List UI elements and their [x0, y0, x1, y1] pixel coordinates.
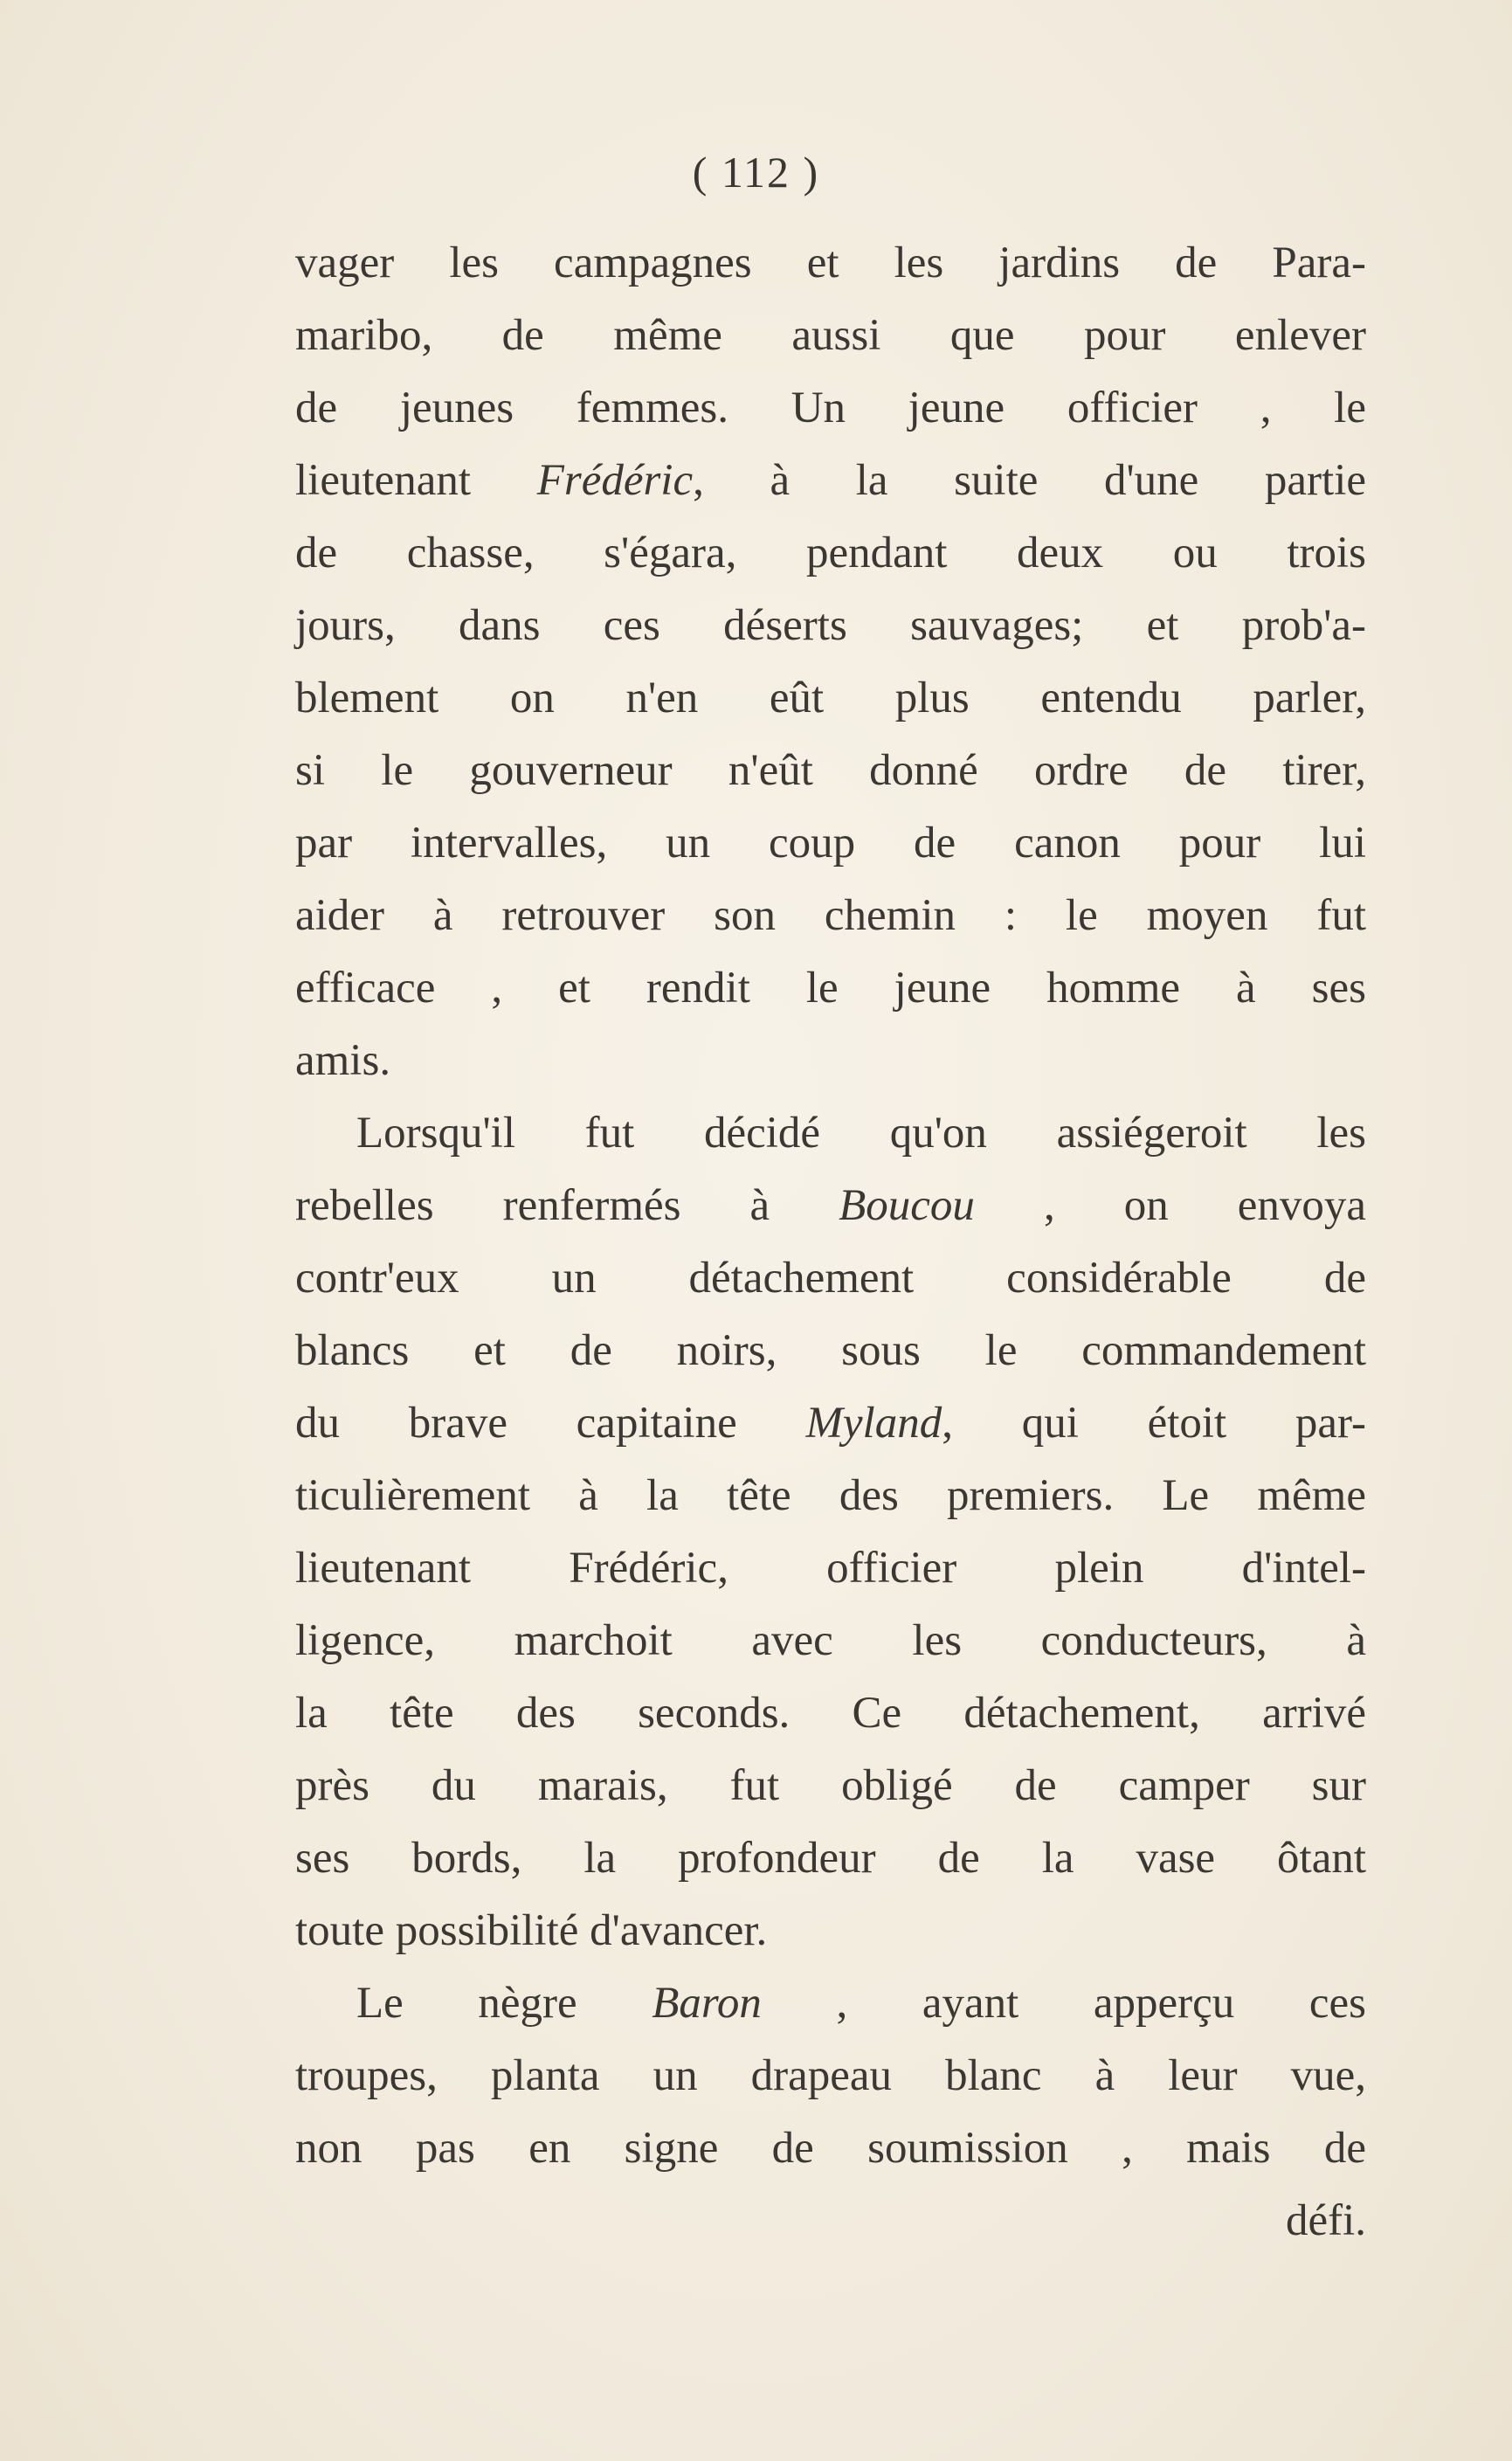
text-run: de jeunes femmes. Un jeune officier , le — [295, 384, 1366, 432]
body-text — [295, 227, 1366, 2257]
text-line — [295, 1532, 1366, 1605]
text-line — [295, 2185, 1366, 2257]
text-line — [295, 1605, 1366, 1677]
text-line — [295, 372, 1366, 445]
text-line — [295, 1822, 1366, 1895]
text-line — [295, 227, 1366, 300]
text-line — [295, 1677, 1366, 1750]
text-run: efficace , et rendit le jeune homme à ses — [295, 964, 1366, 1013]
text-line — [295, 952, 1366, 1025]
text-run: de chasse, s'égara, pendant deux ou trois — [295, 529, 1366, 577]
text-line — [295, 1750, 1366, 1822]
text-line — [295, 300, 1366, 372]
text-run: si le gouverneur n'eût donné ordre de tirer, — [295, 746, 1366, 795]
text-line — [295, 1097, 1366, 1170]
text-run: près du marais, fut obligé de camper sur — [295, 1761, 1366, 1810]
text-run: , on envoya — [974, 1181, 1366, 1230]
text-run: lieutenant Frédéric, officier plein d'intel- — [295, 1544, 1366, 1593]
text-line — [295, 807, 1366, 880]
text-run: , qui étoit par- — [942, 1399, 1366, 1448]
text-line — [295, 662, 1366, 735]
text-line — [295, 735, 1366, 807]
text-run: lieutenant — [295, 456, 537, 505]
text-line — [295, 1315, 1366, 1387]
text-line — [295, 590, 1366, 662]
text-run: non pas en signe de soumission , mais de — [295, 2124, 1366, 2173]
text-line — [295, 1025, 1366, 1097]
text-run: ligence, marchoit avec les conducteurs, à — [295, 1616, 1366, 1665]
text-run: par intervalles, un coup de canon pour lui — [295, 819, 1366, 868]
text-run: la tête des seconds. Ce détachement, arrivé — [295, 1689, 1366, 1738]
text-run: maribo, de même aussi que pour enlever — [295, 311, 1366, 360]
text-run: toute possibilité d'avancer. — [295, 1906, 768, 1955]
text-line — [295, 2040, 1366, 2112]
italic-name: Frédéric — [536, 456, 694, 505]
text-run: Lorsqu'il fut décidé qu'on assiégeroit les — [356, 1109, 1366, 1158]
text-run: ses bords, la profondeur de la vase ôtant — [295, 1834, 1366, 1883]
text-run: jours, dans ces déserts sauvages; et prob'a- — [295, 601, 1366, 650]
text-line — [295, 1387, 1366, 1460]
text-line — [295, 880, 1366, 952]
text-run: rebelles renfermés à — [295, 1181, 839, 1230]
text-run: , ayant apperçu ces — [761, 1979, 1366, 2028]
text-run: du brave capitaine — [295, 1399, 806, 1448]
text-line — [295, 1170, 1366, 1242]
text-line — [295, 445, 1366, 517]
text-run: défi. — [1285, 2196, 1366, 2245]
text-run: amis. — [295, 1036, 391, 1085]
text-run: vager les campagnes et les jardins de Para- — [295, 238, 1366, 287]
italic-name: Baron — [652, 1979, 762, 2028]
text-line — [295, 517, 1366, 590]
italic-name: Myland — [805, 1399, 942, 1448]
text-run: contr'eux un détachement considérable de — [295, 1254, 1366, 1303]
text-line — [295, 1967, 1366, 2040]
text-run: , à la suite d'une partie — [693, 456, 1367, 505]
text-run: troupes, planta un drapeau blanc à leur vue, — [295, 2051, 1366, 2100]
text-line — [295, 1242, 1366, 1315]
text-line — [295, 2112, 1366, 2185]
page-number: ( 112 ) — [692, 148, 820, 197]
italic-name: Boucou — [839, 1181, 975, 1230]
text-run: blancs et de noirs, sous le commandement — [295, 1326, 1366, 1375]
text-run: aider à retrouver son chemin : le moyen fut — [295, 891, 1366, 940]
text-run: Le nègre — [356, 1979, 652, 2028]
text-run: blement on n'en eût plus entendu parler, — [295, 674, 1366, 722]
text-line — [295, 1895, 1366, 1967]
text-run: ticulièrement à la tête des premiers. Le même — [295, 1471, 1366, 1520]
text-line — [295, 1460, 1366, 1532]
